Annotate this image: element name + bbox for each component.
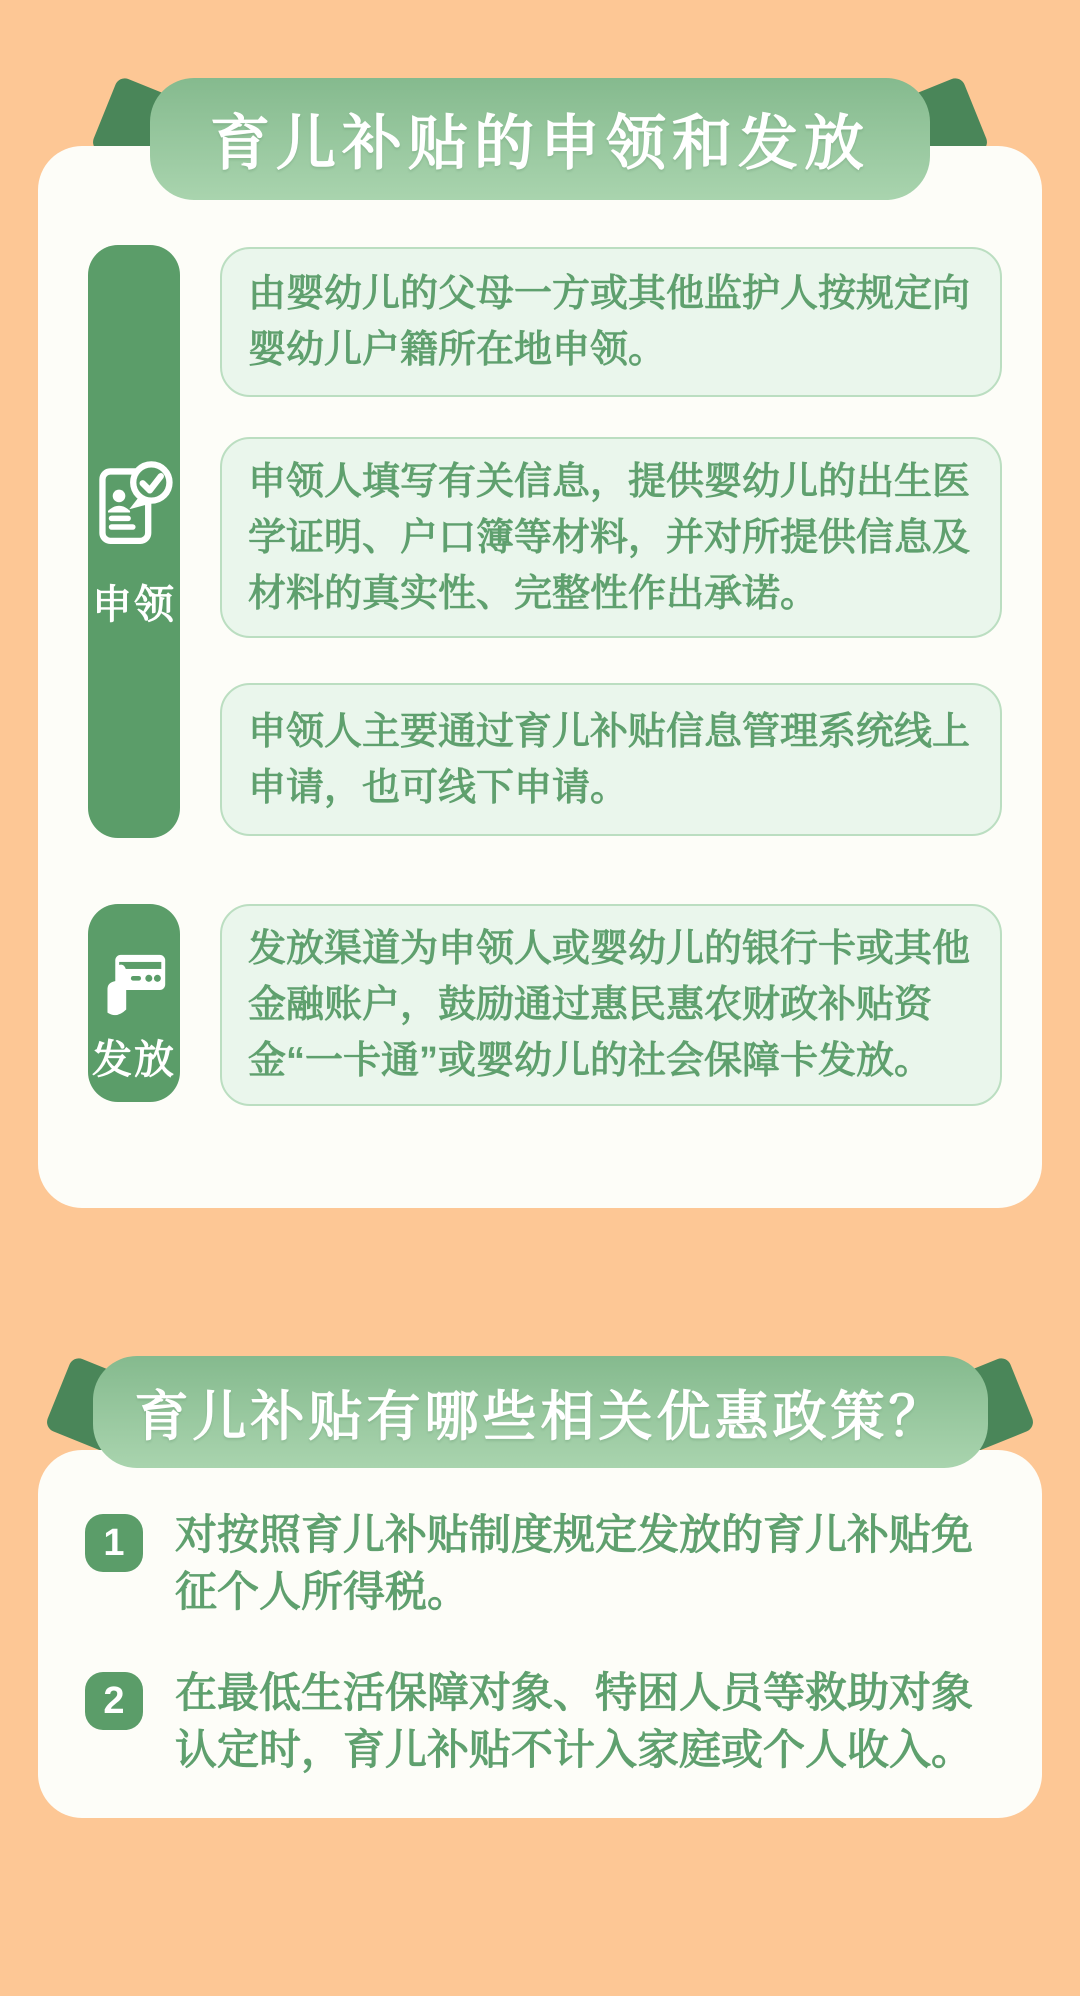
info-box-text: 发放渠道为申领人或婴幼儿的银行卡或其他金融账户，鼓励通过惠民惠农财政补贴资金“一卡通”或婴幼儿的社会保障卡发放。	[248, 928, 971, 1082]
section-banner-application	[150, 78, 930, 200]
info-box	[220, 247, 1002, 397]
info-box-text: 申领人填写有关信息，提供婴幼儿的出生医学证明、户口簿等材料，并对所提供信息及材料的真实性、完整性作出承诺。	[248, 460, 971, 615]
policy-item-text: 对按照育儿补贴制度规定发放的育儿补贴免征个人所得税。	[175, 1511, 974, 1615]
section-banner-title: 育儿补贴有哪些相关优惠政策？	[134, 1386, 947, 1447]
info-box-text: 申领人主要通过育儿补贴信息管理系统线上申请，也可线下申请。	[248, 710, 971, 809]
hand-card-icon	[95, 944, 173, 1022]
item-number: 2	[103, 1679, 125, 1722]
info-box	[220, 904, 1002, 1106]
section-banner-title: 育儿补贴的申领和发放	[210, 110, 870, 177]
policies-card	[38, 1450, 1042, 1818]
section-banner-policies	[93, 1356, 988, 1468]
info-box	[220, 683, 1002, 836]
form-check-icon	[93, 457, 175, 549]
item-number-badge	[85, 1514, 143, 1572]
application-distribution-card	[38, 146, 1042, 1208]
stage-pill-apply	[88, 245, 180, 838]
stage-label-distribute: 发放	[92, 1038, 176, 1082]
item-number: 1	[103, 1521, 125, 1564]
stage-pill-distribute	[88, 904, 180, 1102]
stage-label-apply: 申领	[92, 583, 176, 627]
item-number-badge	[85, 1672, 143, 1730]
info-box	[220, 437, 1002, 638]
policy-item-text: 在最低生活保障对象、特困人员等救助对象认定时，育儿补贴不计入家庭或个人收入。	[175, 1669, 974, 1773]
info-box-text: 由婴幼儿的父母一方或其他监护人按规定向婴幼儿户籍所在地申领。	[248, 273, 971, 371]
